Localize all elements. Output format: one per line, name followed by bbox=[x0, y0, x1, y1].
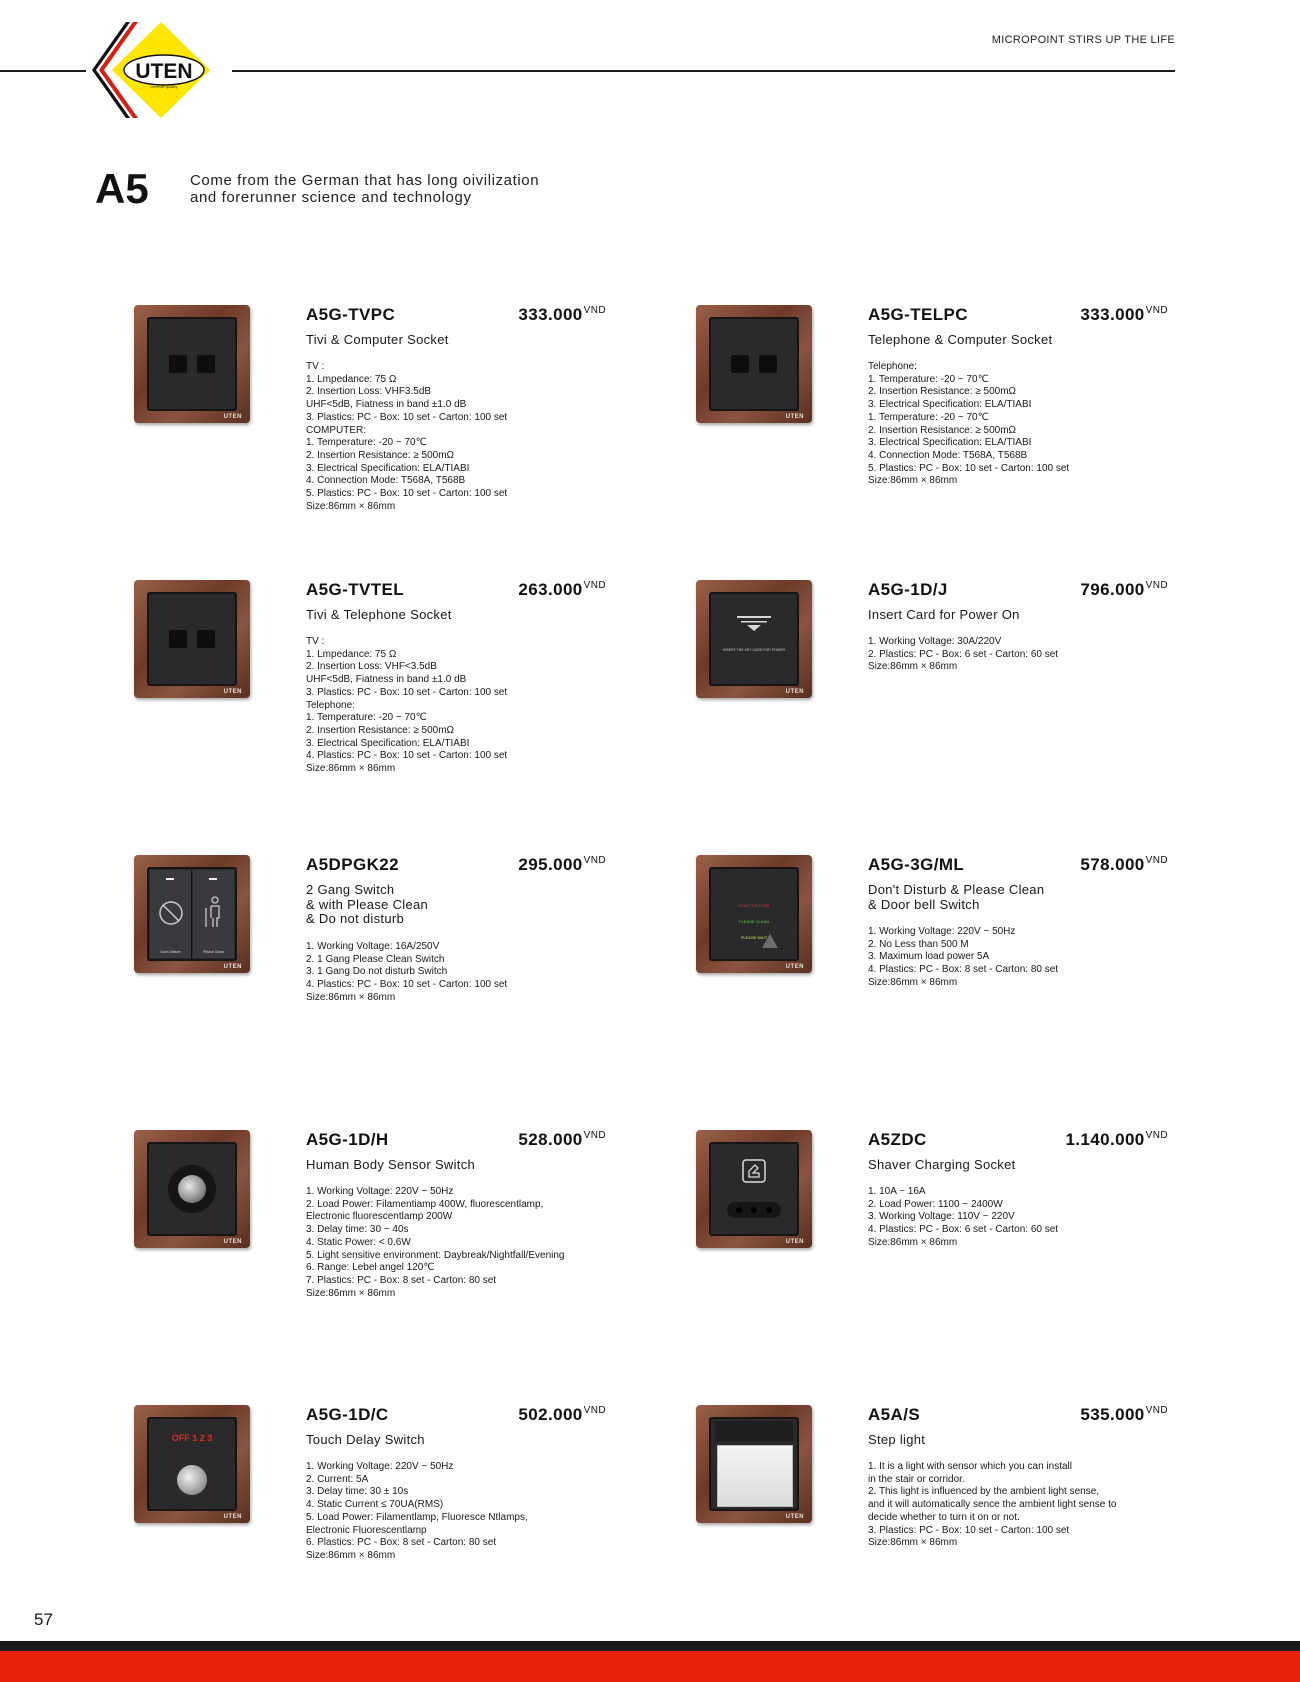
spec-line: in the stair or corridor. bbox=[868, 1473, 965, 1485]
spec-line: 3. Plastics: PC - Box: 10 set - Carton: 100 set bbox=[306, 411, 508, 423]
tv-port-icon bbox=[169, 630, 187, 648]
product-price: $1.140.000^{VND}$ bbox=[1065, 1130, 1168, 1149]
spec-line: UHF<5dB, Fiatness in band ±1.0 dB bbox=[306, 399, 467, 411]
spec-line: 3. Electrical Specification: ELA/TIABI bbox=[306, 462, 470, 474]
product-image-card-power-switch bbox=[696, 580, 812, 698]
spec-line: 3. Electrical Specification: ELA/TIABI bbox=[868, 399, 1032, 411]
sensor-strip bbox=[715, 1421, 793, 1441]
product-name-line: Step light bbox=[868, 1432, 926, 1447]
shaver-icon bbox=[741, 1158, 767, 1184]
product-image-tv-telephone-socket bbox=[134, 580, 250, 698]
thumb-brand: UTEN bbox=[223, 689, 242, 695]
motion-sensor-icon bbox=[178, 1175, 206, 1203]
product-code: A5G-1D/H bbox=[306, 1130, 389, 1149]
card-slot-label: INSERT THE KEY CARD FOR POWER bbox=[723, 648, 785, 652]
product-name-line: & Door bell Switch bbox=[868, 896, 980, 912]
product-image-tv-computer-socket bbox=[134, 305, 250, 423]
spec-line: 2. Insertion Resistance: ≥ 500mΩ bbox=[306, 724, 455, 736]
series-description-line: and forerunner science and technology bbox=[190, 189, 472, 206]
spec-line: Size:86mm × 86mm bbox=[306, 1287, 396, 1299]
spec-line: 3. Plastics: PC - Box: 10 set - Carton: 100 set bbox=[306, 686, 508, 698]
footer-band-dark bbox=[0, 1641, 1300, 1651]
currency-label: VND bbox=[1145, 855, 1168, 866]
product-specs bbox=[306, 941, 507, 1005]
do-not-disturb-icon bbox=[158, 900, 184, 926]
dnd-label: Don't Disturb bbox=[160, 950, 181, 954]
product-price: $295.000^{VND}$ bbox=[518, 855, 606, 874]
thumb-brand: UTEN bbox=[785, 1239, 804, 1245]
product-name bbox=[868, 333, 1052, 348]
product-card bbox=[696, 1405, 1196, 1635]
currency-label: VND bbox=[583, 580, 606, 591]
currency-label: VND bbox=[583, 1130, 606, 1141]
product-specs bbox=[868, 1461, 1116, 1550]
tagline: MICROPOINT STIRS UP THE LIFE bbox=[991, 34, 1175, 46]
product-card bbox=[134, 305, 634, 535]
product-card bbox=[134, 1405, 634, 1635]
spec-line: 3. Electrical Specification: ELA/TIABI bbox=[306, 737, 470, 749]
product-price: $502.000^{VND}$ bbox=[518, 1405, 606, 1424]
product-price: $528.000^{VND}$ bbox=[518, 1130, 606, 1149]
product-specs bbox=[868, 361, 1069, 488]
spec-line: Size:86mm × 86mm bbox=[868, 1236, 958, 1248]
spec-line: 2. Insertion Loss: VHF3.5dB bbox=[306, 386, 432, 398]
spec-line: 3. Electrical Specification: ELA/TIABI bbox=[868, 437, 1032, 449]
currency-label: VND bbox=[1145, 580, 1168, 591]
socket-outlet bbox=[727, 1202, 781, 1218]
spec-line: Size:86mm × 86mm bbox=[306, 500, 396, 512]
spec-line: Electronic fluorescentlamp 200W bbox=[306, 1211, 453, 1223]
spec-line: Telephone: bbox=[306, 699, 355, 711]
product-name bbox=[868, 1433, 925, 1448]
product-name-line: & Do not disturb bbox=[306, 911, 405, 926]
spec-line: 7. Plastics: PC - Box: 8 set - Carton: 80 set bbox=[306, 1274, 497, 1286]
spec-line: 5. Load Power: Filamentlamp, Fluoresce Ntlamps, bbox=[306, 1511, 528, 1523]
computer-port-icon bbox=[759, 355, 777, 373]
spec-line: and it will automatically sence the ambient light sense to bbox=[868, 1499, 1117, 1511]
thumb-brand: UTEN bbox=[223, 1514, 242, 1520]
product-card bbox=[696, 580, 1196, 810]
product-specs bbox=[306, 361, 507, 513]
spec-line: 2. No Less than 500 M bbox=[868, 938, 969, 950]
spec-line: 1. Temperature: -20 ~ 70℃ bbox=[868, 373, 989, 385]
logo-subtext: German quality bbox=[150, 84, 178, 89]
product-name-line: Tivi & Telephone Socket bbox=[306, 607, 452, 622]
product-name-line: Don't Disturb & Please Clean bbox=[868, 882, 1045, 897]
doorbell-icon bbox=[761, 933, 779, 949]
footer-band-red bbox=[0, 1651, 1300, 1682]
spec-line: 4. Plastics: PC - Box: 8 set - Carton: 80 set bbox=[868, 964, 1059, 976]
spec-line: 1. Temperature: -20 ~ 70℃ bbox=[306, 712, 427, 724]
uten-logo bbox=[86, 18, 221, 123]
spec-line: 3. Delay time: 30 ~ 40s bbox=[306, 1224, 409, 1236]
product-name-line: & with Please Clean bbox=[306, 896, 429, 912]
spec-line: 4. Plastics: PC - Box: 6 set - Carton: 60 set bbox=[868, 1224, 1059, 1236]
thumb-brand: UTEN bbox=[223, 414, 242, 420]
product-image-telephone-computer-socket bbox=[696, 305, 812, 423]
product-code: A5ZDC bbox=[868, 1130, 927, 1149]
product-card bbox=[696, 305, 1196, 535]
thumb-brand: UTEN bbox=[785, 964, 804, 970]
spec-line: 1. It is a light with sensor which you can install bbox=[868, 1461, 1072, 1472]
product-price: $535.000^{VND}$ bbox=[1080, 1405, 1168, 1424]
product-code: A5G-TVPC bbox=[306, 305, 396, 324]
tv-port-icon bbox=[169, 355, 187, 373]
spec-line: Size:86mm × 86mm bbox=[868, 1537, 958, 1549]
product-price: $796.000^{VND}$ bbox=[1080, 580, 1168, 599]
spec-line: 1. Working Voltage: 220V ~ 50Hz bbox=[306, 1186, 454, 1197]
product-name bbox=[868, 608, 1020, 623]
product-card bbox=[134, 1130, 634, 1360]
product-specs bbox=[306, 1461, 528, 1563]
product-code: A5DPGK22 bbox=[306, 855, 399, 874]
spec-line: TV : bbox=[306, 361, 325, 372]
spec-line: 3. Working Voltage: 110V ~ 220V bbox=[868, 1211, 1015, 1223]
spec-line: Size:86mm × 86mm bbox=[868, 475, 958, 487]
thumb-brand: UTEN bbox=[785, 689, 804, 695]
spec-line: 1. Working Voltage: 16A/250V bbox=[306, 941, 440, 952]
product-price: $333.000^{VND}$ bbox=[1080, 305, 1168, 324]
spec-line: 1. Temperature: -20 ~ 70℃ bbox=[868, 411, 989, 423]
spec-line: 4. Plastics: PC - Box: 10 set - Carton: 100 set bbox=[306, 750, 508, 762]
product-image-2-gang-switch bbox=[134, 855, 250, 973]
product-specs bbox=[868, 636, 1058, 674]
header-rule-left bbox=[0, 70, 86, 72]
dnd-indicator-label: DON'T DISTURB bbox=[738, 903, 770, 908]
product-specs bbox=[306, 636, 507, 776]
please-wait-indicator-label: PLEASE WAIT bbox=[740, 935, 768, 940]
spec-line: 3. Maximum load power 5A bbox=[868, 951, 990, 963]
spec-line: Electronic Fluorescentlamp bbox=[306, 1524, 427, 1536]
product-name bbox=[868, 1158, 1016, 1173]
spec-line: Size:86mm × 86mm bbox=[868, 976, 958, 988]
step-light-panel-icon bbox=[717, 1445, 793, 1507]
delay-digits: OFF 1 2 3 bbox=[171, 1433, 213, 1443]
spec-line: UHF<5dB, Fiatness in band ±1.0 dB bbox=[306, 674, 467, 686]
spec-line: 1. Working Voltage: 220V ~ 50Hz bbox=[868, 926, 1016, 937]
card-slot-icon bbox=[737, 616, 771, 632]
spec-line: 1. Working Voltage: 30A/220V bbox=[868, 636, 1002, 647]
spec-line: COMPUTER: bbox=[306, 424, 366, 436]
spec-line: 1. Lmpedance: 75 Ω bbox=[306, 648, 397, 660]
product-code: A5G-1D/J bbox=[868, 580, 948, 599]
product-card bbox=[134, 580, 634, 810]
product-name bbox=[868, 883, 1044, 912]
product-specs bbox=[868, 1186, 1058, 1250]
spec-line: 4. Static Power: < 0.6W bbox=[306, 1236, 411, 1248]
spec-line: 3. Plastics: PC - Box: 10 set - Carton: 100 set bbox=[868, 1524, 1070, 1536]
spec-line: 1. Lmpedance: 75 Ω bbox=[306, 373, 397, 385]
series-description-line: Come from the German that has long oivilization bbox=[190, 172, 540, 189]
product-specs bbox=[868, 926, 1058, 990]
product-code: A5G-TELPC bbox=[868, 305, 968, 324]
product-code: A5G-3G/ML bbox=[868, 855, 965, 874]
header-rule-right bbox=[232, 70, 1175, 72]
product-name-line: Human Body Sensor Switch bbox=[306, 1157, 476, 1172]
spec-line: 3. Delay time: 30 ± 10s bbox=[306, 1486, 409, 1498]
product-price: $578.000^{VND}$ bbox=[1080, 855, 1168, 874]
spec-line: 2. Insertion Loss: VHF<3.5dB bbox=[306, 661, 437, 673]
product-card bbox=[696, 855, 1196, 1085]
product-card bbox=[696, 1130, 1196, 1360]
please-clean-indicator-label: PLEASE CLEAN bbox=[738, 919, 769, 924]
product-name bbox=[306, 1433, 425, 1448]
spec-line: 4. Connection Mode: T568A, T568B bbox=[868, 449, 1028, 461]
spec-line: 2. This light is influenced by the ambient light sense, bbox=[868, 1486, 1100, 1498]
spec-line: 6. Range: Lebel angel 120℃ bbox=[306, 1262, 435, 1274]
thumb-brand: UTEN bbox=[785, 1514, 804, 1520]
spec-line: Telephone: bbox=[868, 361, 917, 372]
product-specs bbox=[306, 1186, 564, 1300]
product-image-body-sensor-switch bbox=[134, 1130, 250, 1248]
thumb-brand: UTEN bbox=[785, 414, 804, 420]
spec-line: 5. Plastics: PC - Box: 10 set - Carton: 100 set bbox=[306, 488, 508, 500]
product-image-touch-delay-switch bbox=[134, 1405, 250, 1523]
spec-line: 2. Plastics: PC - Box: 6 set - Carton: 60 set bbox=[868, 648, 1059, 660]
product-image-shaver-socket bbox=[696, 1130, 812, 1248]
touch-button-icon bbox=[177, 1465, 207, 1495]
thumb-brand: UTEN bbox=[223, 964, 242, 970]
page-number: 57 bbox=[34, 1610, 53, 1629]
spec-line: 6. Plastics: PC - Box: 8 set - Carton: 80 set bbox=[306, 1537, 497, 1549]
spec-line: TV : bbox=[306, 636, 325, 647]
product-name bbox=[306, 608, 452, 623]
currency-label: VND bbox=[1145, 1405, 1168, 1416]
series-code: A5 bbox=[95, 165, 149, 212]
spec-line: Size:86mm × 86mm bbox=[306, 763, 396, 775]
product-name-line: Touch Delay Switch bbox=[306, 1432, 425, 1447]
product-image-dnd-doorbell-switch bbox=[696, 855, 812, 973]
spec-line: 5. Light sensitive environment: Daybreak/Nightfall/Evening bbox=[306, 1249, 565, 1261]
please-clean-label: Please Clean bbox=[203, 950, 224, 954]
spec-line: 2. 1 Gang Please Clean Switch bbox=[306, 953, 445, 965]
product-name bbox=[306, 333, 449, 348]
spec-line: decide whether to turn it on or not. bbox=[868, 1511, 1020, 1523]
spec-line: 2. Insertion Resistance: ≥ 500mΩ bbox=[868, 386, 1017, 398]
spec-line: 1. Temperature: -20 ~ 70℃ bbox=[306, 437, 427, 449]
spec-line: 1. 10A ~ 16A bbox=[868, 1186, 926, 1197]
computer-port-icon bbox=[197, 355, 215, 373]
telephone-port-icon bbox=[197, 630, 215, 648]
product-name-line: 2 Gang Switch bbox=[306, 882, 395, 897]
logo-text: UTEN bbox=[135, 60, 193, 83]
spec-line: 3. 1 Gang Do not disturb Switch bbox=[306, 966, 448, 978]
spec-line: 1. Working Voltage: 220V ~ 50Hz bbox=[306, 1461, 454, 1472]
spec-line: 5. Plastics: PC - Box: 10 set - Carton: 100 set bbox=[868, 462, 1070, 474]
switch-rocker-right bbox=[193, 870, 234, 958]
thumb-brand: UTEN bbox=[223, 1239, 242, 1245]
currency-label: VND bbox=[1145, 305, 1168, 316]
product-name bbox=[306, 883, 428, 927]
product-code: A5G-TVTEL bbox=[306, 580, 405, 599]
product-name-line: Insert Card for Power On bbox=[868, 607, 1020, 622]
product-name-line: Telephone & Computer Socket bbox=[868, 332, 1053, 347]
spec-line: Size:86mm × 86mm bbox=[868, 661, 958, 673]
series-description bbox=[190, 172, 539, 206]
product-name bbox=[306, 1158, 475, 1173]
currency-label: VND bbox=[583, 1405, 606, 1416]
spec-line: Size:86mm × 86mm bbox=[306, 991, 396, 1003]
spec-line: 4. Plastics: PC - Box: 10 set - Carton: 100 set bbox=[306, 979, 508, 991]
spec-line: 2. Insertion Resistance: ≥ 500mΩ bbox=[306, 449, 455, 461]
switch-rocker-left bbox=[150, 870, 192, 958]
telephone-port-icon bbox=[731, 355, 749, 373]
currency-label: VND bbox=[583, 855, 606, 866]
currency-label: VND bbox=[583, 305, 606, 316]
product-code: A5A/S bbox=[868, 1405, 921, 1424]
spec-line: 4. Static Current ≤ 70UA(RMS) bbox=[306, 1499, 444, 1511]
spec-line: 2. Current: 5A bbox=[306, 1473, 369, 1485]
product-code: A5G-1D/C bbox=[306, 1405, 389, 1424]
product-name-line: Tivi & Computer Socket bbox=[306, 332, 449, 347]
product-name-line: Shaver Charging Socket bbox=[868, 1157, 1016, 1172]
spec-line: Size:86mm × 86mm bbox=[306, 1549, 396, 1561]
product-price: $263.000^{VND}$ bbox=[518, 580, 606, 599]
spec-line: 2. Insertion Resistance: ≥ 500mΩ bbox=[868, 424, 1017, 436]
spec-line: 2. Load Power: 1100 ~ 2400W bbox=[868, 1198, 1003, 1210]
product-price: $333.000^{VND}$ bbox=[518, 305, 606, 324]
product-image-step-light bbox=[696, 1405, 812, 1523]
please-clean-icon bbox=[203, 896, 225, 928]
product-card bbox=[134, 855, 634, 1085]
spec-line: 2. Load Power: Filamentiamp 400W, fluorescentlamp, bbox=[306, 1198, 544, 1210]
spec-line: 4. Connection Mode: T568A, T568B bbox=[306, 475, 466, 487]
currency-label: VND bbox=[1145, 1130, 1168, 1141]
